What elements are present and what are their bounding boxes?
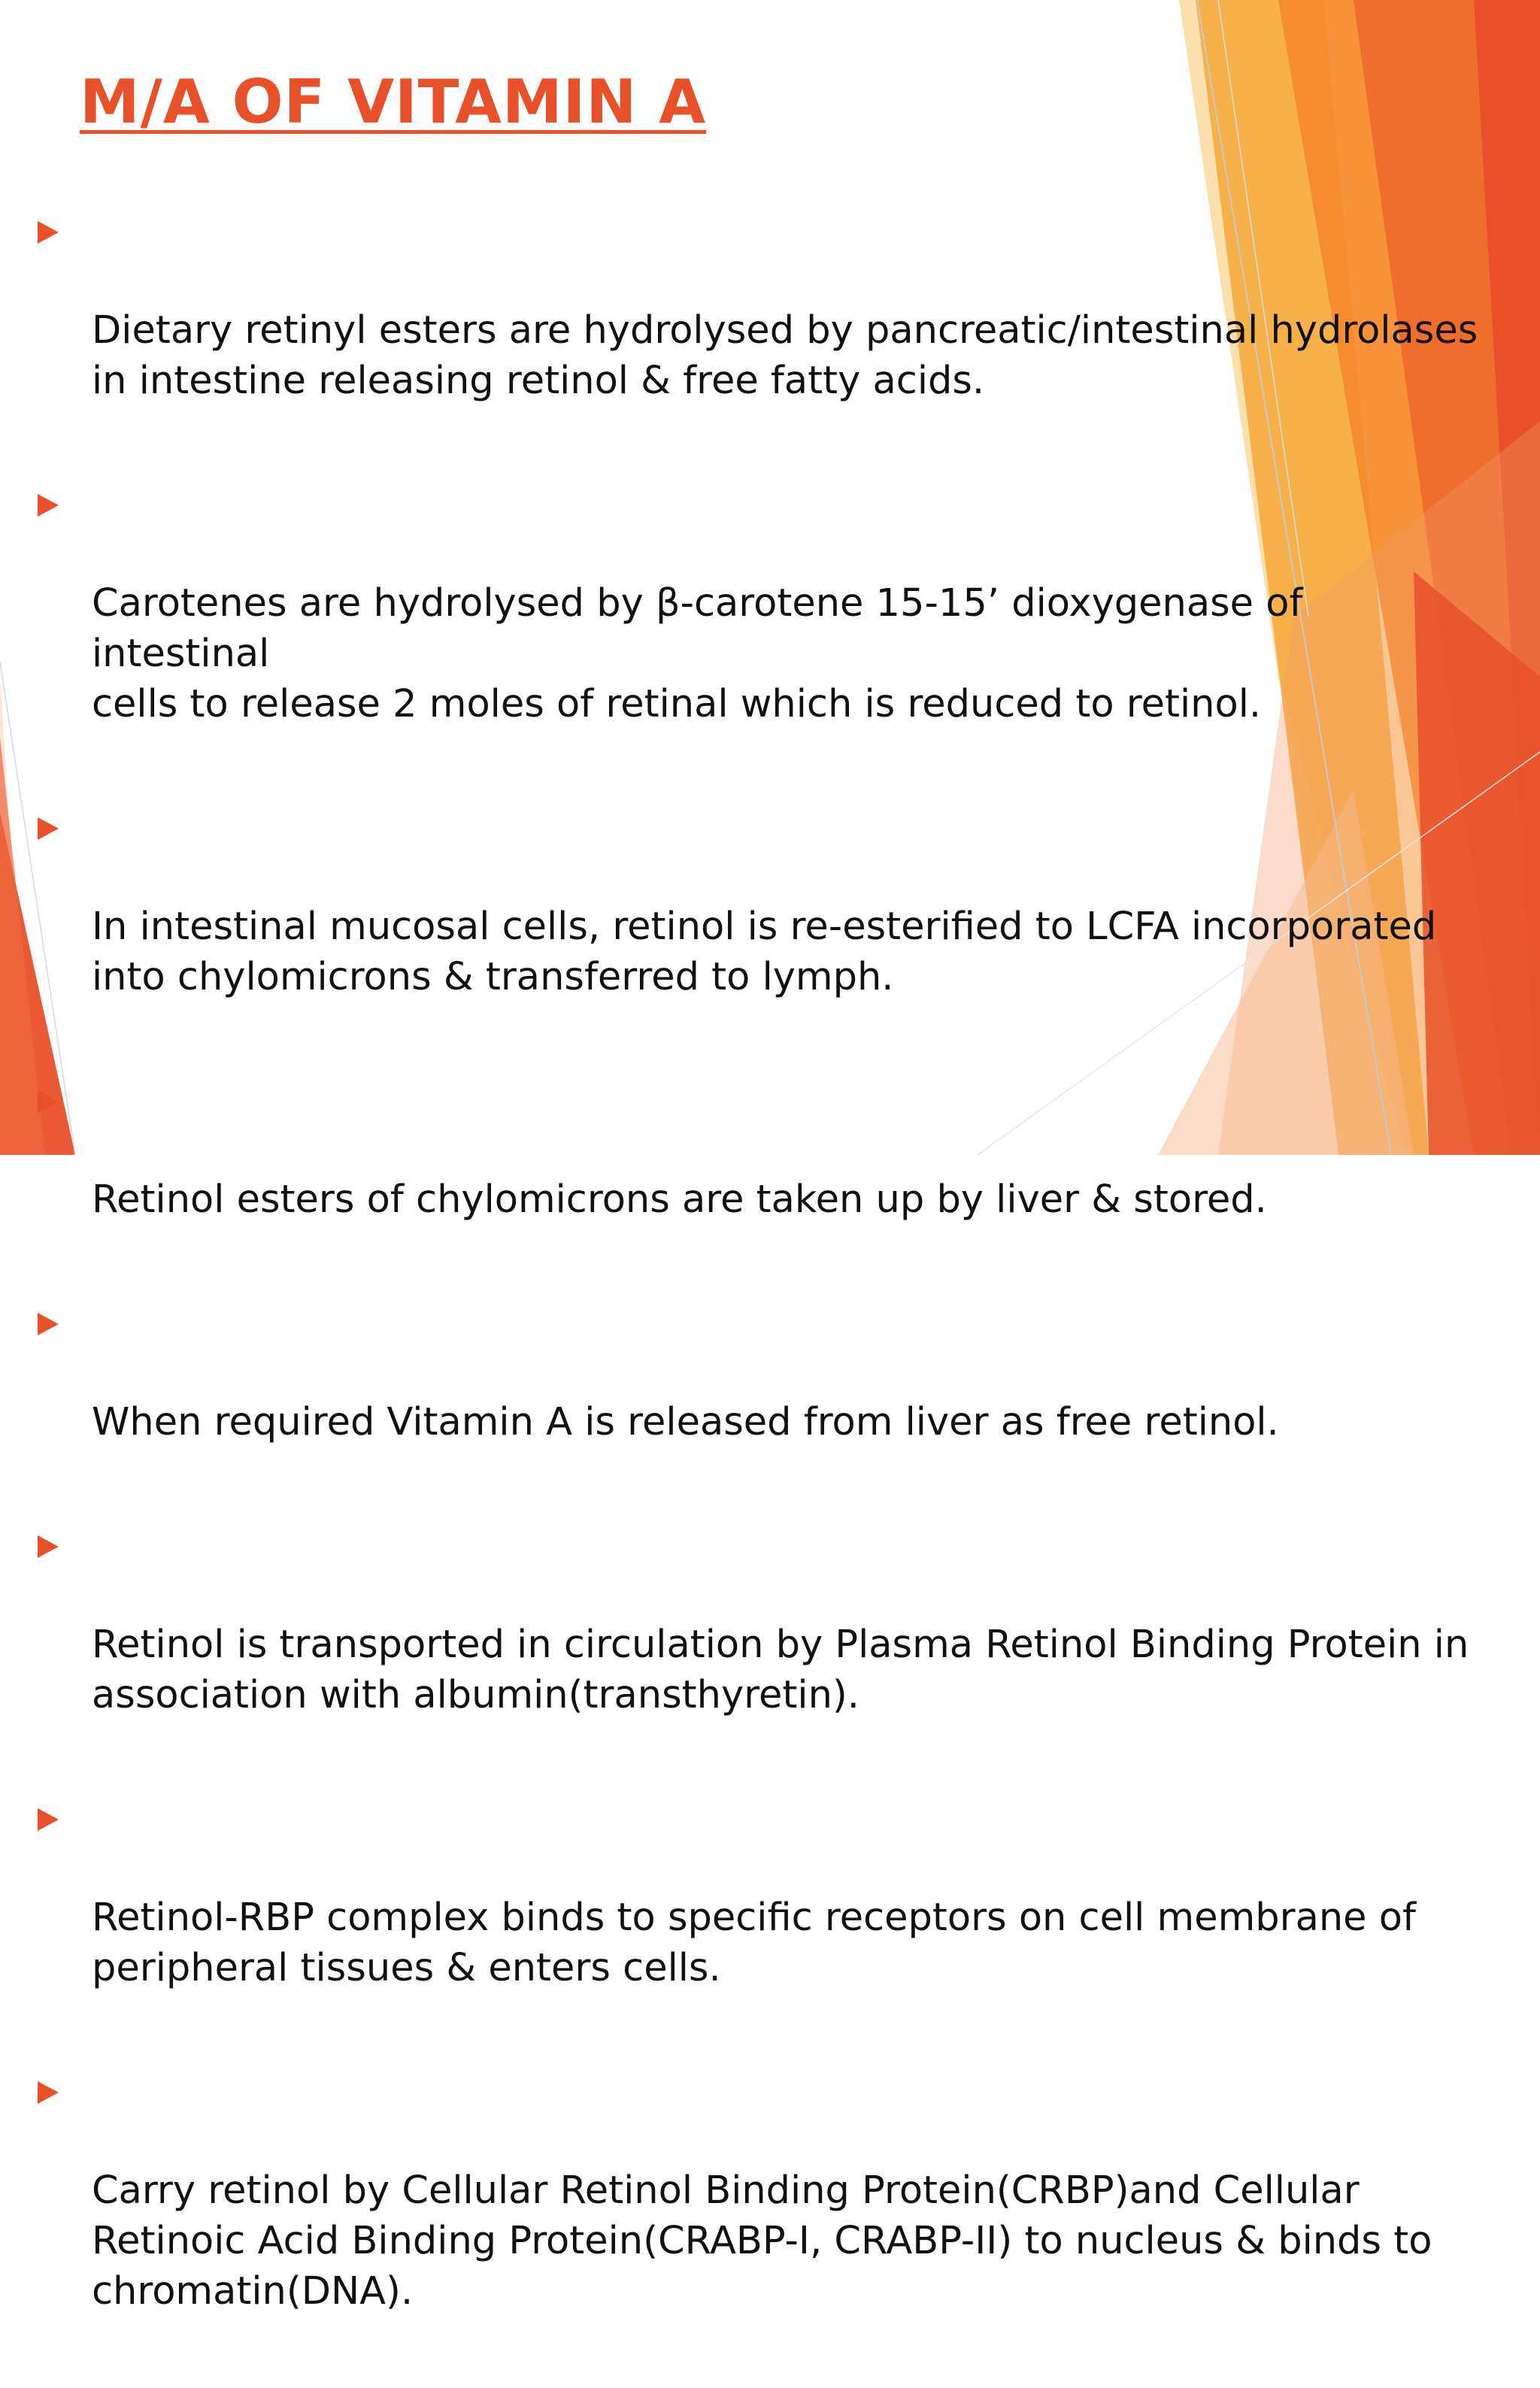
bullet-text: When required Vitamin A is released from liver as free retinol.	[92, 1400, 1279, 1444]
bullet-text: Retinol is transported in circulation by Plasma Retinol Binding Protein in association with albumin(transthyretin).	[92, 1623, 1469, 1717]
triangle-right-icon	[38, 1535, 59, 1558]
bullet-list	[33, 205, 1492, 2388]
bullet-item	[33, 2065, 1492, 2367]
bullet-text: Carry retinol by Cellular Retinol Binding Protein(CRBP)and Cellular Retinoic Acid Binding Protein(CRABP-I, CRABP-II) to nucleus & binds to chromatin(DNA).	[92, 2168, 1432, 2314]
triangle-right-icon	[38, 817, 59, 840]
triangle-right-icon	[38, 1090, 59, 1113]
triangle-right-icon	[38, 1313, 59, 1335]
triangle-right-icon	[38, 494, 59, 517]
bullet-item	[33, 801, 1492, 1053]
bullet-item	[33, 477, 1492, 780]
bullet-item	[33, 1074, 1492, 1275]
bullet-text: In intestinal mucosal cells, retinol is re-esterified to LCFA incorporated into chylomicrons & transferred to lymph.	[92, 905, 1437, 999]
bullet-item	[33, 1519, 1492, 1771]
bullet-text: Carotenes are hydrolysed by β-carotene 15-15’ dioxygenase of intestinal cells to release 2 moles of retinal which is reduced to retinol.	[92, 581, 1303, 726]
triangle-right-icon	[38, 1808, 59, 1831]
triangle-right-icon	[38, 2081, 59, 2104]
bullet-text: Retinol esters of chylomicrons are taken up by liver & stored.	[92, 1177, 1267, 1222]
bullet-item	[33, 1792, 1492, 2044]
slide-title: M/A OF VITAMIN A	[80, 67, 707, 137]
bullet-item	[33, 205, 1492, 456]
bullet-text: Dietary retinyl esters are hydrolysed by pancreatic/intestinal hydrolases in intestine releasing retinol & free fatty acids.	[92, 308, 1478, 403]
triangle-right-icon	[38, 221, 59, 244]
bullet-item	[33, 1296, 1492, 1498]
bullet-text: Retinol-RBP complex binds to specific receptors on cell membrane of peripheral tissues & enters cells.	[92, 1896, 1416, 1990]
